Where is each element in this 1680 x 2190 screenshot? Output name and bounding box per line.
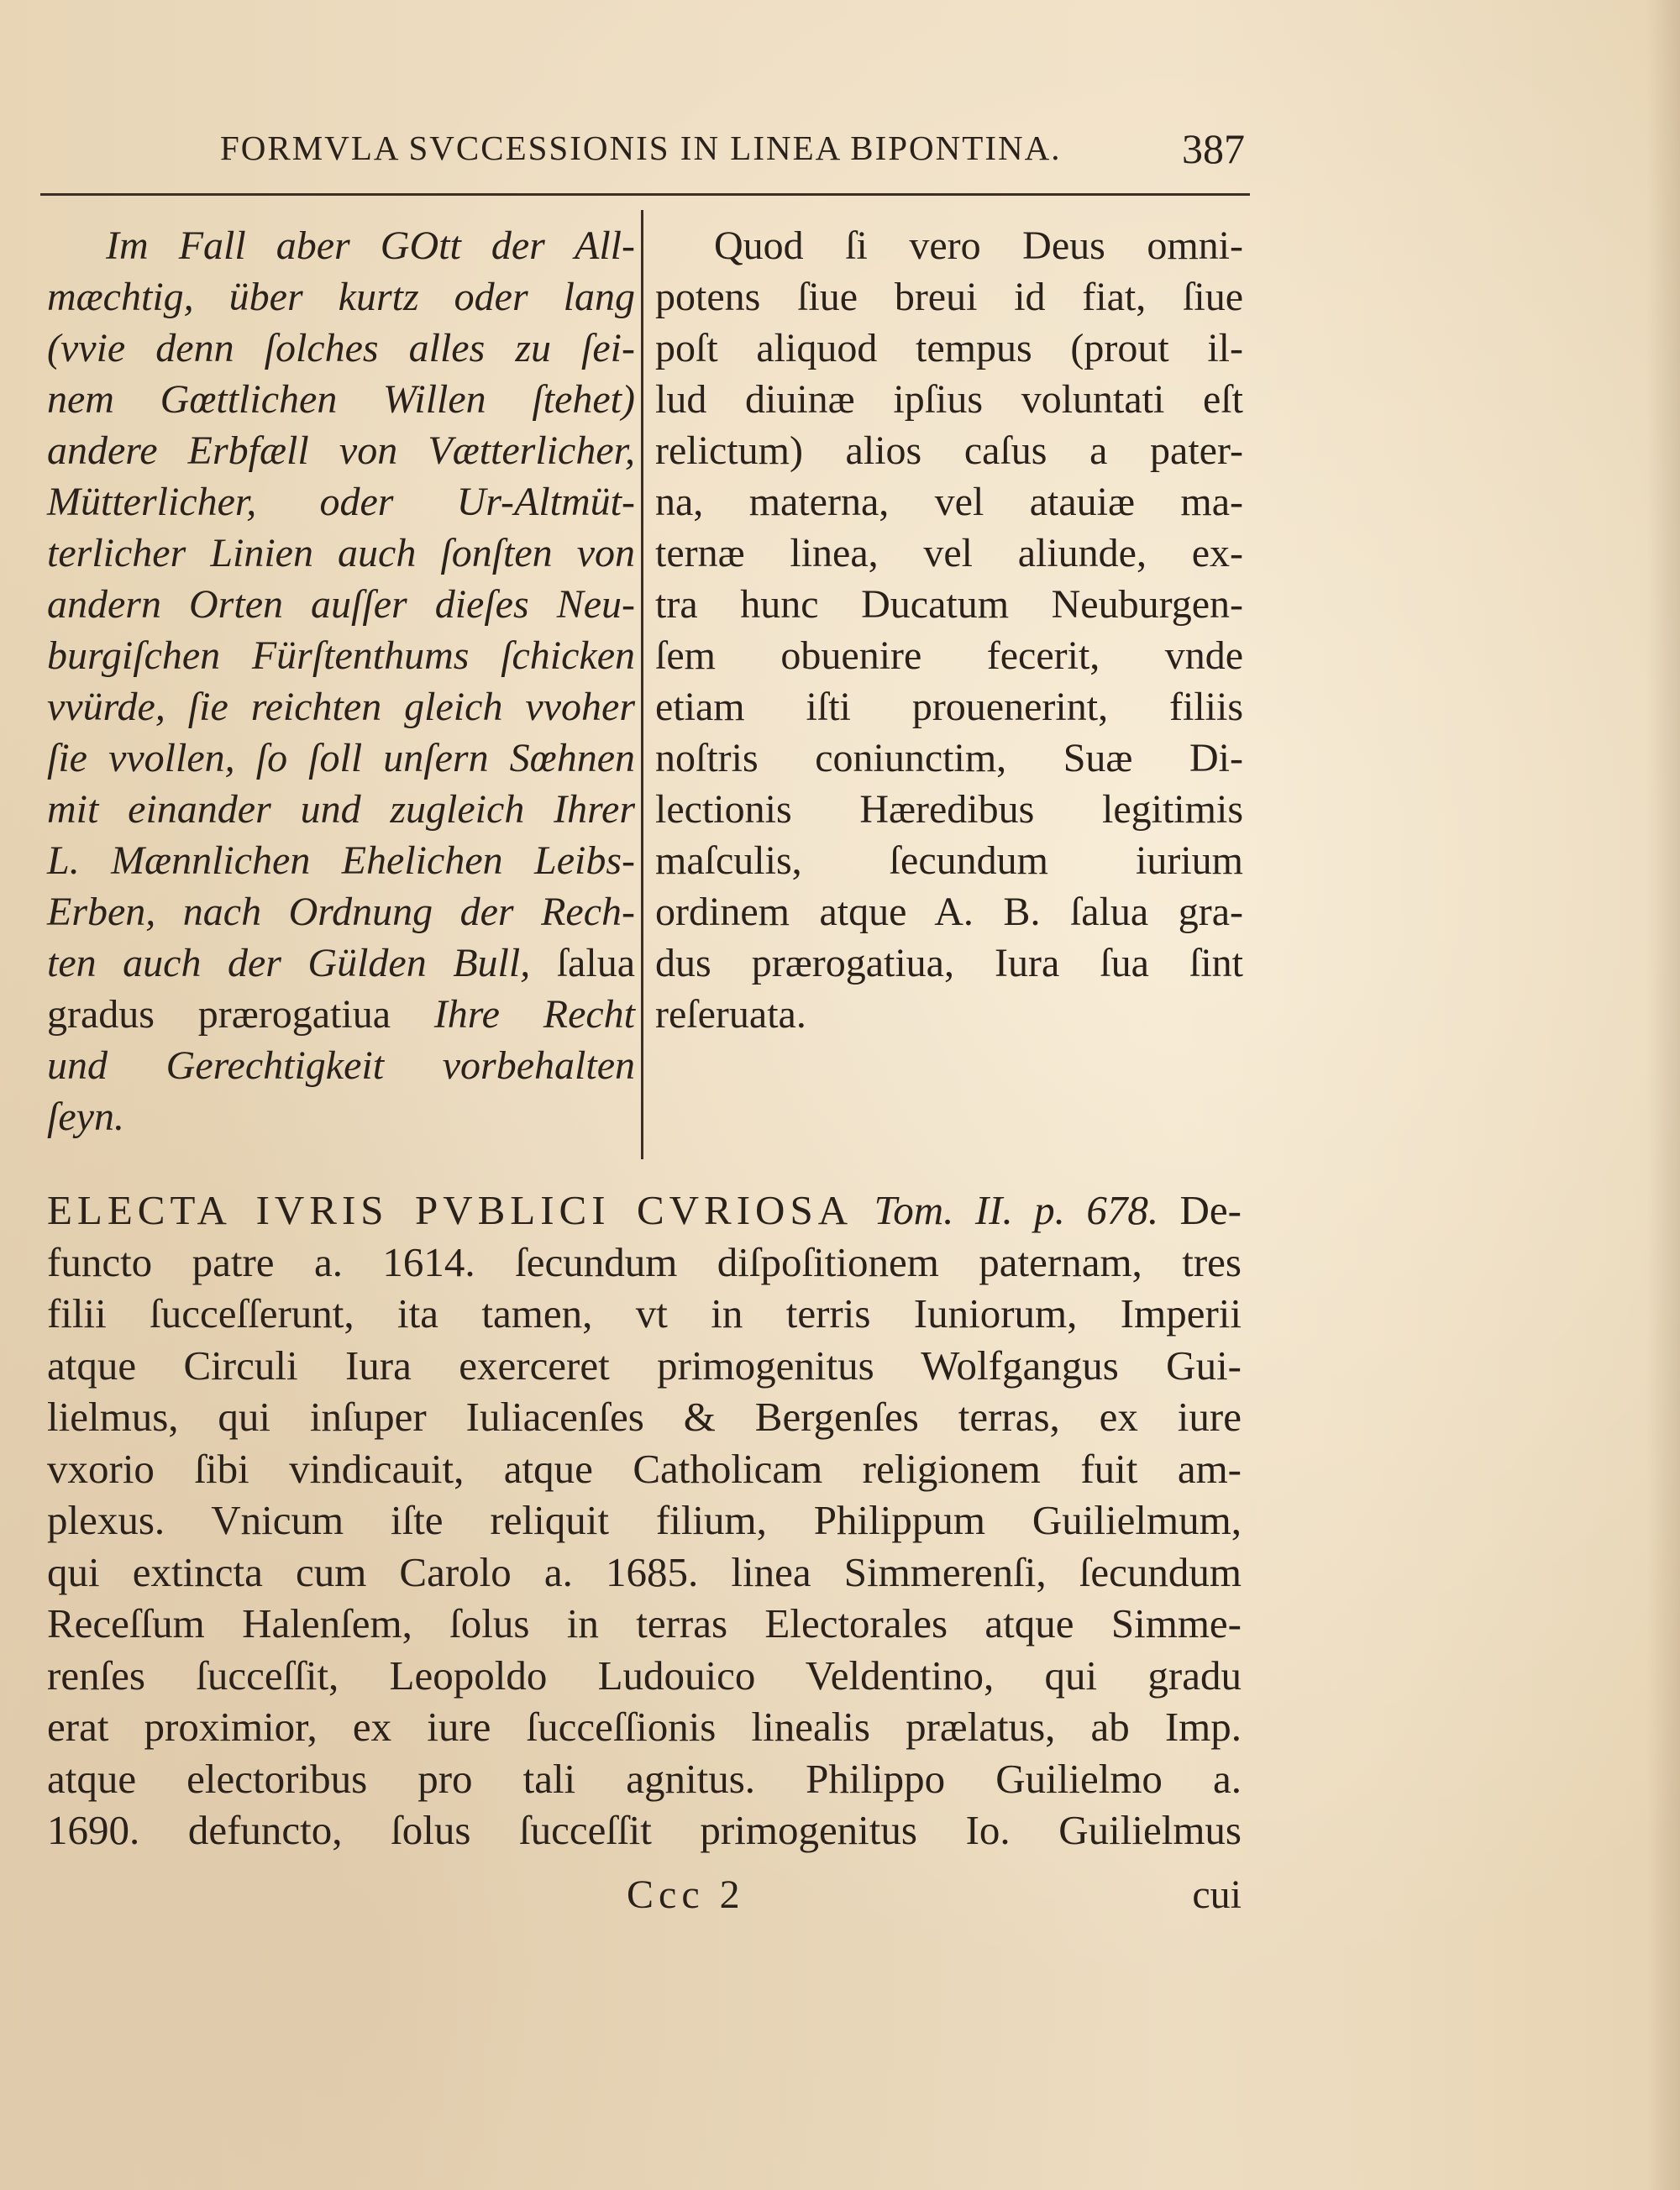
signature-mark: Ccc 2 [627, 1872, 745, 1917]
latin-line: lud diuinæ ipſius voluntati eſt [655, 377, 1243, 422]
latin-line-last: reſeruata. [655, 992, 806, 1037]
latin-line: ſem obuenire fecerit, vnde [655, 633, 1243, 678]
paragraph-line: lielmus, qui inſuper Iuliacenſes & Bergenſes terras, ex iure [47, 1394, 1242, 1440]
german-line: (vvie denn ſolches alles zu ſei- [47, 326, 635, 370]
paragraph-line: 1690. defuncto, ſolus ſucceſſit primogenitus Io. Guilielmus [47, 1807, 1242, 1853]
german-line: Mütterlicher, oder Ur-Altmüt- [47, 480, 635, 524]
latin-line: maſculis, ſecundum iurium [655, 838, 1243, 883]
citation-reference: Tom. II. p. 678. [874, 1187, 1159, 1233]
page-edge-shadow [1646, 0, 1680, 2190]
german-line: vvürde, ſie reichten gleich vvoher [47, 685, 635, 729]
german-line: ſie vvollen, ſo ſoll unſern Sœhnen [47, 736, 635, 780]
latin-line: dus prærogatiua, Iura ſua ſint [655, 941, 1243, 985]
latin-line: lectionis Hæredibus legitimis [655, 787, 1243, 832]
paragraph-line: vxorio ſibi vindicauit, atque Catholicam religionem fuit am- [47, 1445, 1242, 1492]
paragraph-line: functo patre a. 1614. ſecundum diſpoſitionem paternam, tres [47, 1238, 1242, 1285]
german-line: mæchtig, über kurtz oder lang [47, 275, 635, 319]
paragraph-line: atque Circuli Iura exerceret primogenitus Wolfgangus Gui- [47, 1342, 1242, 1389]
paragraph-line: filii ſucceſſerunt, ita tamen, vt in terris Iuniorum, Imperii [47, 1290, 1242, 1337]
german-line: und Gerechtigkeit vorbehalten [47, 1043, 635, 1088]
latin-column [655, 220, 1243, 1040]
german-line: Erben, nach Ordnung der Rech- [47, 890, 635, 934]
latin-line: relictum) alios caſus a pater- [655, 428, 1243, 473]
running-header [220, 125, 1262, 178]
running-title: FORMVLA SVCCESSIONIS IN LINEA BIPONTINA. [220, 129, 1062, 167]
latin-line: na, materna, vel atauiæ ma- [655, 480, 1243, 524]
german-line: andern Orten auſſer dieſes Neu- [47, 582, 635, 627]
page-footer [47, 1872, 1242, 1930]
latin-line: potens ſiue breui id fiat, ſiue [655, 275, 1243, 319]
german-line: mit einander und zugleich Ihrer [47, 787, 635, 832]
latin-line: etiam iſti prouenerint, filiis [655, 685, 1243, 729]
work-title: ELECTA IVRIS PVBLICI CVRIOSA [47, 1187, 853, 1233]
german-line: terlicher Linien auch ſonſten von [47, 531, 635, 575]
german-line: L. Mænnlichen Ehelichen Leibs- [47, 838, 635, 883]
german-line-mixed [47, 937, 635, 989]
page-number: 387 [1182, 125, 1245, 172]
german-line-last: ſeyn. [47, 1095, 124, 1139]
german-line-roman-part: ſalua [556, 941, 635, 985]
latin-line: poſt aliquod tempus (prout il- [655, 326, 1243, 370]
german-line-italic-part: ten auch der Gülden Bull, [47, 941, 531, 985]
paragraph-line: renſes ſucceſſit, Leopoldo Ludouico Veldentino, qui gradu [47, 1652, 1242, 1699]
paragraph-line: erat proximior, ex iure ſucceſſionis linealis prælatus, ab Imp. [47, 1704, 1242, 1750]
paragraph-line: plexus. Vnicum iſte reliquit filium, Philippum Guilielmum, [47, 1497, 1242, 1543]
latin-line: ordinem atque A. B. ſalua gra- [655, 890, 1243, 934]
paragraph-line: Receſſum Halenſem, ſolus in terras Electorales atque Simme- [47, 1600, 1242, 1646]
german-line: nem Gœttlichen Willen ſtehet) [47, 377, 635, 422]
german-line: burgiſchen Fürſtenthums ſchicken [47, 633, 635, 678]
german-line-mixed [47, 989, 635, 1040]
paragraph-line: atque electoribus pro tali agnitus. Philippo Guilielmo a. [47, 1755, 1242, 1802]
german-line-italic-part: Ihre Recht [433, 992, 636, 1037]
header-rule [40, 193, 1250, 196]
catchword: cui [1192, 1872, 1242, 1917]
paragraph-line: qui extincta cum Carolo a. 1685. linea Simmerenſi, ſecundum [47, 1548, 1242, 1595]
column-divider [641, 210, 643, 1159]
latin-line: noſtris coniunctim, Suæ Di- [655, 736, 1243, 780]
latin-line: tra hunc Ducatum Neuburgen- [655, 582, 1243, 627]
german-line: andere Erbfæll von Vætterlicher, [47, 428, 635, 473]
german-line: Im Fall aber GOtt der All- [106, 223, 635, 268]
latin-line: Quod ſi vero Deus omni- [714, 223, 1243, 268]
paragraph-first-line [47, 1184, 1242, 1237]
latin-line: ternæ linea, vel aliunde, ex- [655, 531, 1243, 575]
german-line-roman-part: gradus prærogatiua [47, 992, 391, 1037]
paragraph-first-line-tail: De- [1179, 1187, 1242, 1233]
german-column [47, 220, 635, 1142]
main-paragraph [47, 1184, 1242, 1857]
